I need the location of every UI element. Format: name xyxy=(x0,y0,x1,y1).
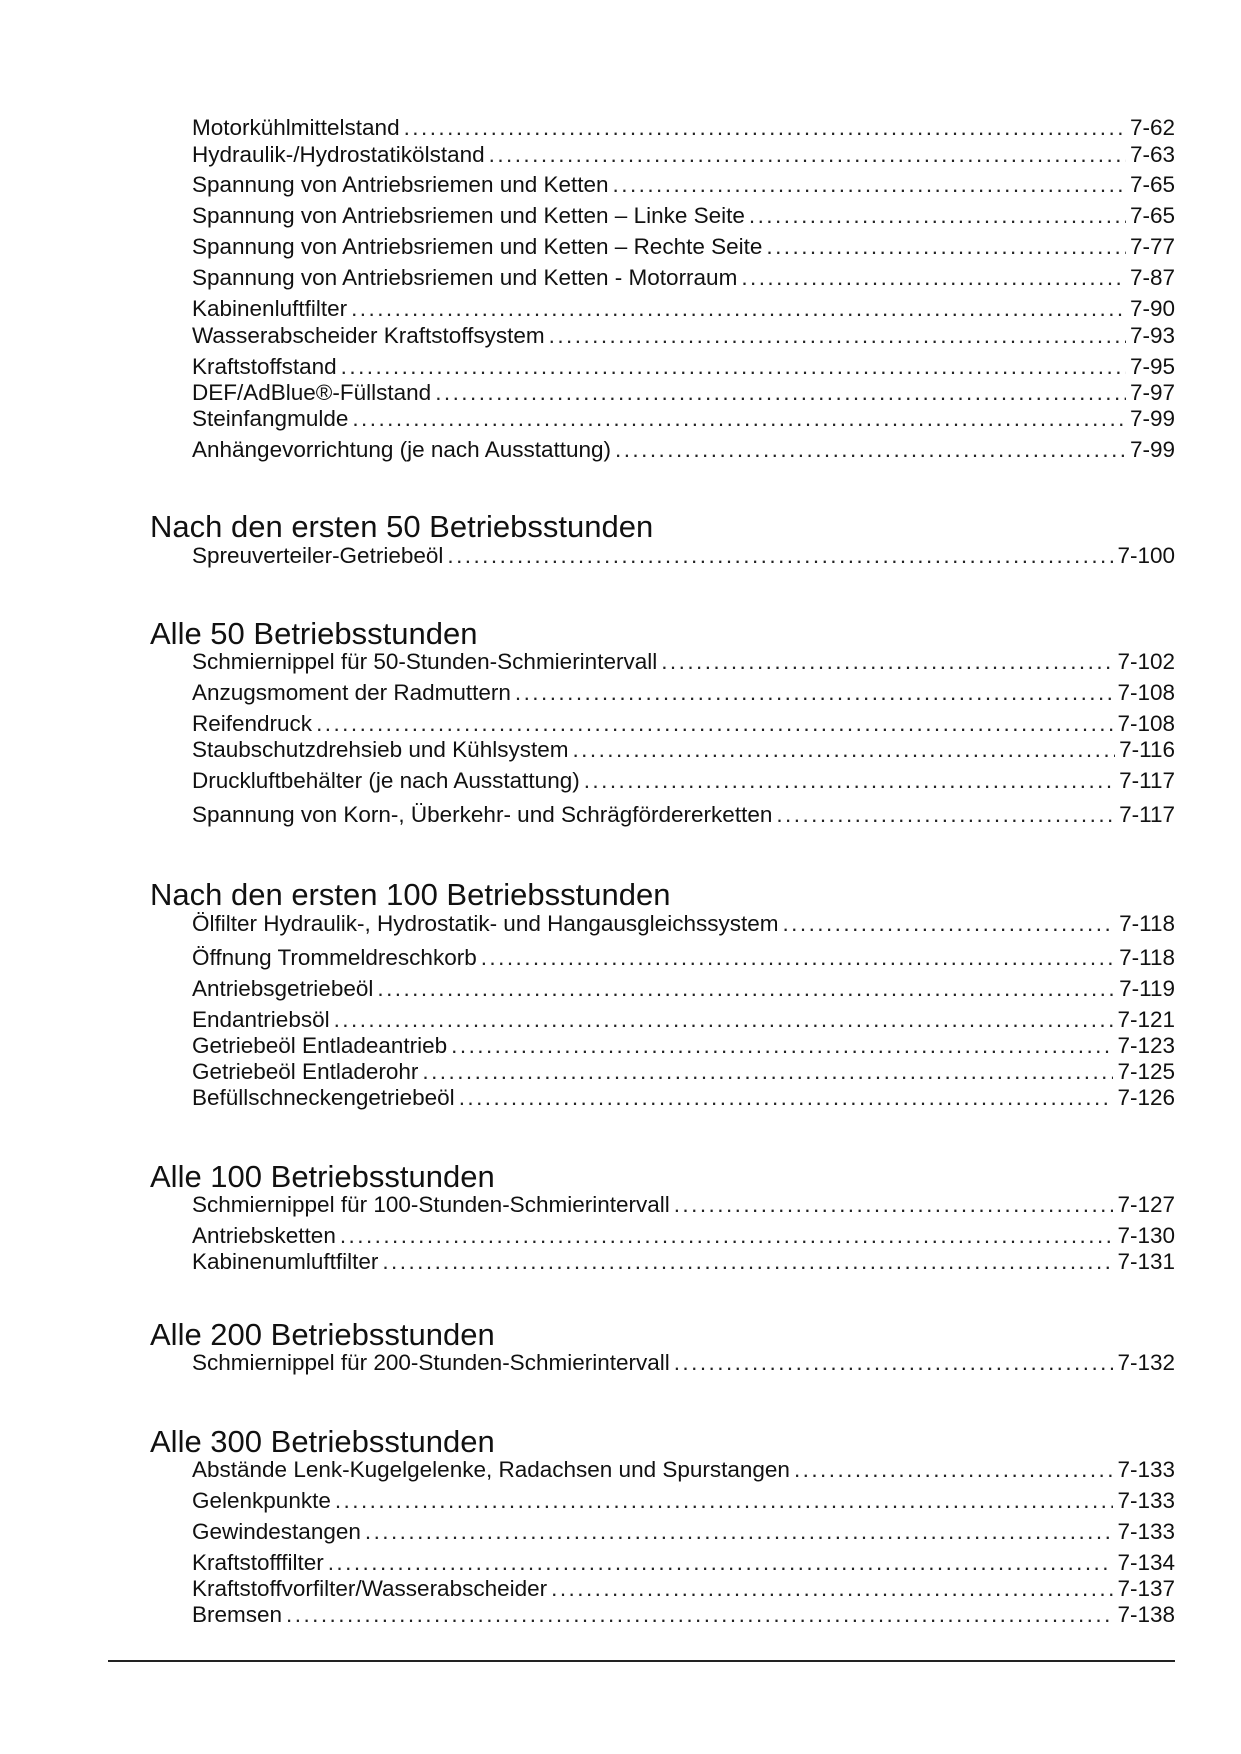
toc-entry-page: 7-108 xyxy=(1117,711,1175,736)
toc-entry-label: Schmiernippel für 100-Stunden-Schmierintervall xyxy=(192,1192,670,1217)
toc-entry-page: 7-117 xyxy=(1119,768,1175,793)
toc-entry[interactable] xyxy=(192,768,1175,794)
toc-entry-label: Kraftstofffilter xyxy=(192,1550,324,1575)
dot-leader xyxy=(334,1007,1114,1033)
dot-leader xyxy=(435,380,1126,406)
toc-entry-page: 7-127 xyxy=(1117,1192,1175,1217)
toc-entry-page: 7-123 xyxy=(1117,1033,1175,1058)
dot-leader xyxy=(782,911,1115,937)
toc-entry[interactable] xyxy=(192,976,1175,1002)
dot-leader xyxy=(549,323,1126,349)
toc-entry-label: Staubschutzdrehsieb und Kühlsystem xyxy=(192,737,569,762)
toc-entry[interactable] xyxy=(192,203,1175,229)
toc-entry-label: Wasserabscheider Kraftstoffsystem xyxy=(192,323,545,348)
toc-entry[interactable] xyxy=(192,1033,1175,1059)
toc-entry[interactable] xyxy=(192,1519,1175,1545)
toc-entry-page: 7-125 xyxy=(1117,1059,1175,1084)
toc-entry-page: 7-131 xyxy=(1117,1249,1175,1274)
toc-entry[interactable] xyxy=(192,142,1175,168)
dot-leader xyxy=(340,1223,1114,1249)
toc-entry-label: Kraftstoffvorfilter/Wasserabscheider xyxy=(192,1576,548,1601)
dot-leader xyxy=(316,711,1113,737)
toc-entry[interactable] xyxy=(192,1007,1175,1033)
toc-entry-label: Spannung von Antriebsriemen und Ketten xyxy=(192,172,609,197)
toc-entry[interactable] xyxy=(192,380,1175,406)
toc-entry-label: Spreuverteiler-Getriebeöl xyxy=(192,543,444,568)
toc-entry-page: 7-100 xyxy=(1117,543,1175,568)
toc-entry-page: 7-138 xyxy=(1117,1602,1175,1627)
section-heading: Alle 200 Betriebsstunden xyxy=(150,1317,495,1352)
toc-entry[interactable] xyxy=(192,737,1175,763)
dot-leader xyxy=(481,945,1115,971)
toc-entry-page: 7-108 xyxy=(1117,680,1175,705)
toc-entry-label: DEF/AdBlue®-Füllstand xyxy=(192,380,432,405)
dot-leader xyxy=(584,768,1115,794)
toc-entry-label: Bremsen xyxy=(192,1602,283,1627)
toc-entry-label: Spannung von Antriebsriemen und Ketten – Rechte Seite xyxy=(192,234,763,259)
toc-entry-page: 7-99 xyxy=(1129,437,1175,462)
toc-entry-label: Gewindestangen xyxy=(192,1519,361,1544)
toc-entry-page: 7-132 xyxy=(1117,1350,1175,1375)
dot-leader xyxy=(674,1350,1114,1376)
toc-entry[interactable] xyxy=(192,1602,1175,1628)
dot-leader xyxy=(459,1085,1114,1111)
toc-entry-label: Druckluftbehälter (je nach Ausstattung) xyxy=(192,768,580,793)
toc-entry-page: 7-62 xyxy=(1129,115,1175,140)
toc-entry-page: 7-102 xyxy=(1117,649,1175,674)
dot-leader xyxy=(749,203,1126,229)
toc-entry[interactable] xyxy=(192,1576,1175,1602)
toc-entry[interactable] xyxy=(192,354,1175,380)
toc-entry[interactable] xyxy=(192,437,1175,463)
toc-entry[interactable] xyxy=(192,649,1175,675)
section-heading: Nach den ersten 100 Betriebsstunden xyxy=(150,877,671,912)
dot-leader xyxy=(515,680,1114,706)
toc-entry-label: Spannung von Antriebsriemen und Ketten – Linke Seite xyxy=(192,203,745,228)
toc-entry-page: 7-137 xyxy=(1117,1576,1175,1601)
toc-entry-label: Befüllschneckengetriebeöl xyxy=(192,1085,455,1110)
toc-entry-page: 7-133 xyxy=(1117,1488,1175,1513)
dot-leader xyxy=(794,1457,1114,1483)
toc-entry-label: Spannung von Korn-, Überkehr- und Schrägfördererketten xyxy=(192,802,773,827)
toc-entry-page: 7-133 xyxy=(1117,1457,1175,1482)
dot-leader xyxy=(572,737,1115,763)
toc-entry-label: Hydraulik-/Hydrostatikölstand xyxy=(192,142,485,167)
toc-entry-label: Reifendruck xyxy=(192,711,313,736)
footer-rule xyxy=(108,1660,1175,1662)
toc-entry[interactable] xyxy=(192,711,1175,737)
toc-entry-label: Anhängevorrichtung (je nach Ausstattung) xyxy=(192,437,612,462)
dot-leader xyxy=(377,976,1115,1002)
dot-leader xyxy=(422,1059,1113,1085)
dot-leader xyxy=(613,172,1126,198)
toc-entry-page: 7-77 xyxy=(1129,234,1175,259)
toc-entry[interactable] xyxy=(192,680,1175,706)
toc-entry-label: Kabinenluftfilter xyxy=(192,296,348,321)
dot-leader xyxy=(766,234,1126,260)
toc-entry[interactable] xyxy=(192,1059,1175,1085)
dot-leader xyxy=(661,649,1113,675)
toc-entry-label: Steinfangmulde xyxy=(192,406,349,431)
toc-entry-page: 7-90 xyxy=(1129,296,1175,321)
toc-entry-page: 7-126 xyxy=(1117,1085,1175,1110)
toc-entry-page: 7-117 xyxy=(1119,802,1175,827)
dot-leader xyxy=(741,265,1126,291)
toc-entry[interactable] xyxy=(192,1249,1175,1275)
toc-entry[interactable] xyxy=(192,296,1175,322)
dot-leader xyxy=(776,802,1115,828)
toc-entry[interactable] xyxy=(192,265,1175,291)
toc-entry-label: Schmiernippel für 50-Stunden-Schmierintervall xyxy=(192,649,658,674)
toc-entry[interactable] xyxy=(192,234,1175,260)
toc-entry-label: Motorkühlmittelstand xyxy=(192,115,400,140)
toc-entry-label: Endantriebsöl xyxy=(192,1007,330,1032)
toc-entry-page: 7-65 xyxy=(1129,172,1175,197)
dot-leader xyxy=(335,1488,1114,1514)
dot-leader xyxy=(447,543,1113,569)
toc-entry[interactable] xyxy=(192,1350,1175,1376)
section-heading: Alle 300 Betriebsstunden xyxy=(150,1424,495,1459)
toc-entry[interactable] xyxy=(192,406,1175,432)
toc-entry-page: 7-133 xyxy=(1117,1519,1175,1544)
toc-entry-label: Anzugsmoment der Radmuttern xyxy=(192,680,511,705)
section-heading: Alle 100 Betriebsstunden xyxy=(150,1159,495,1194)
toc-entry-label: Getriebeöl Entladeantrieb xyxy=(192,1033,448,1058)
toc-entry-page: 7-121 xyxy=(1117,1007,1175,1032)
toc-entry-label: Antriebsketten xyxy=(192,1223,336,1248)
toc-entry[interactable] xyxy=(192,1192,1175,1218)
dot-leader xyxy=(365,1519,1114,1545)
toc-entry-label: Kraftstoffstand xyxy=(192,354,337,379)
toc-entry-label: Kabinenumluftfilter xyxy=(192,1249,379,1274)
toc-entry-page: 7-95 xyxy=(1129,354,1175,379)
toc-entry-page: 7-130 xyxy=(1117,1223,1175,1248)
section-heading: Nach den ersten 50 Betriebsstunden xyxy=(150,509,654,544)
toc-entry[interactable] xyxy=(192,172,1175,198)
toc-entry-label: Spannung von Antriebsriemen und Ketten - Motorraum xyxy=(192,265,738,290)
toc-entry-page: 7-99 xyxy=(1129,406,1175,431)
toc-entry[interactable] xyxy=(192,1085,1175,1111)
dot-leader xyxy=(451,1033,1113,1059)
toc-entry-label: Öffnung Trommeldreschkorb xyxy=(192,945,477,970)
toc-entry-label: Getriebeöl Entladerohr xyxy=(192,1059,419,1084)
dot-leader xyxy=(286,1602,1113,1628)
dot-leader xyxy=(489,142,1126,168)
toc-entry-page: 7-93 xyxy=(1129,323,1175,348)
toc-entry-page: 7-118 xyxy=(1119,945,1175,970)
dot-leader xyxy=(404,115,1126,141)
toc-entry-page: 7-118 xyxy=(1119,911,1175,936)
toc-entry[interactable] xyxy=(192,1488,1175,1514)
toc-entry-page: 7-65 xyxy=(1129,203,1175,228)
dot-leader xyxy=(341,354,1126,380)
toc-entry-page: 7-97 xyxy=(1129,380,1175,405)
toc-entry-page: 7-116 xyxy=(1119,737,1175,762)
toc-entry-label: Schmiernippel für 200-Stunden-Schmierintervall xyxy=(192,1350,670,1375)
toc-entry[interactable] xyxy=(192,1550,1175,1576)
toc-entry-label: Ölfilter Hydraulik-, Hydrostatik- und Hangausgleichssystem xyxy=(192,911,779,936)
toc-entry-page: 7-63 xyxy=(1129,142,1175,167)
toc-entry-page: 7-134 xyxy=(1117,1550,1175,1575)
section-heading: Alle 50 Betriebsstunden xyxy=(150,616,478,651)
dot-leader xyxy=(328,1550,1114,1576)
toc-entry[interactable] xyxy=(192,1223,1175,1249)
dot-leader xyxy=(615,437,1126,463)
toc-entry-page: 7-119 xyxy=(1119,976,1175,1001)
toc-entry-label: Gelenkpunkte xyxy=(192,1488,331,1513)
dot-leader xyxy=(351,296,1126,322)
toc-entry[interactable] xyxy=(192,323,1175,349)
toc-entry[interactable] xyxy=(192,945,1175,971)
toc-entry[interactable] xyxy=(192,543,1175,569)
toc-entry-label: Abstände Lenk-Kugelgelenke, Radachsen und Spurstangen xyxy=(192,1457,790,1482)
dot-leader xyxy=(551,1576,1113,1602)
toc-entry[interactable] xyxy=(192,1457,1175,1483)
toc-entry-page: 7-87 xyxy=(1129,265,1175,290)
dot-leader xyxy=(382,1249,1113,1275)
toc-entry[interactable] xyxy=(192,911,1175,937)
toc-entry[interactable] xyxy=(192,802,1175,828)
toc-entry-label: Antriebsgetriebeöl xyxy=(192,976,374,1001)
toc-entry[interactable] xyxy=(192,115,1175,141)
dot-leader xyxy=(674,1192,1114,1218)
dot-leader xyxy=(352,406,1126,432)
